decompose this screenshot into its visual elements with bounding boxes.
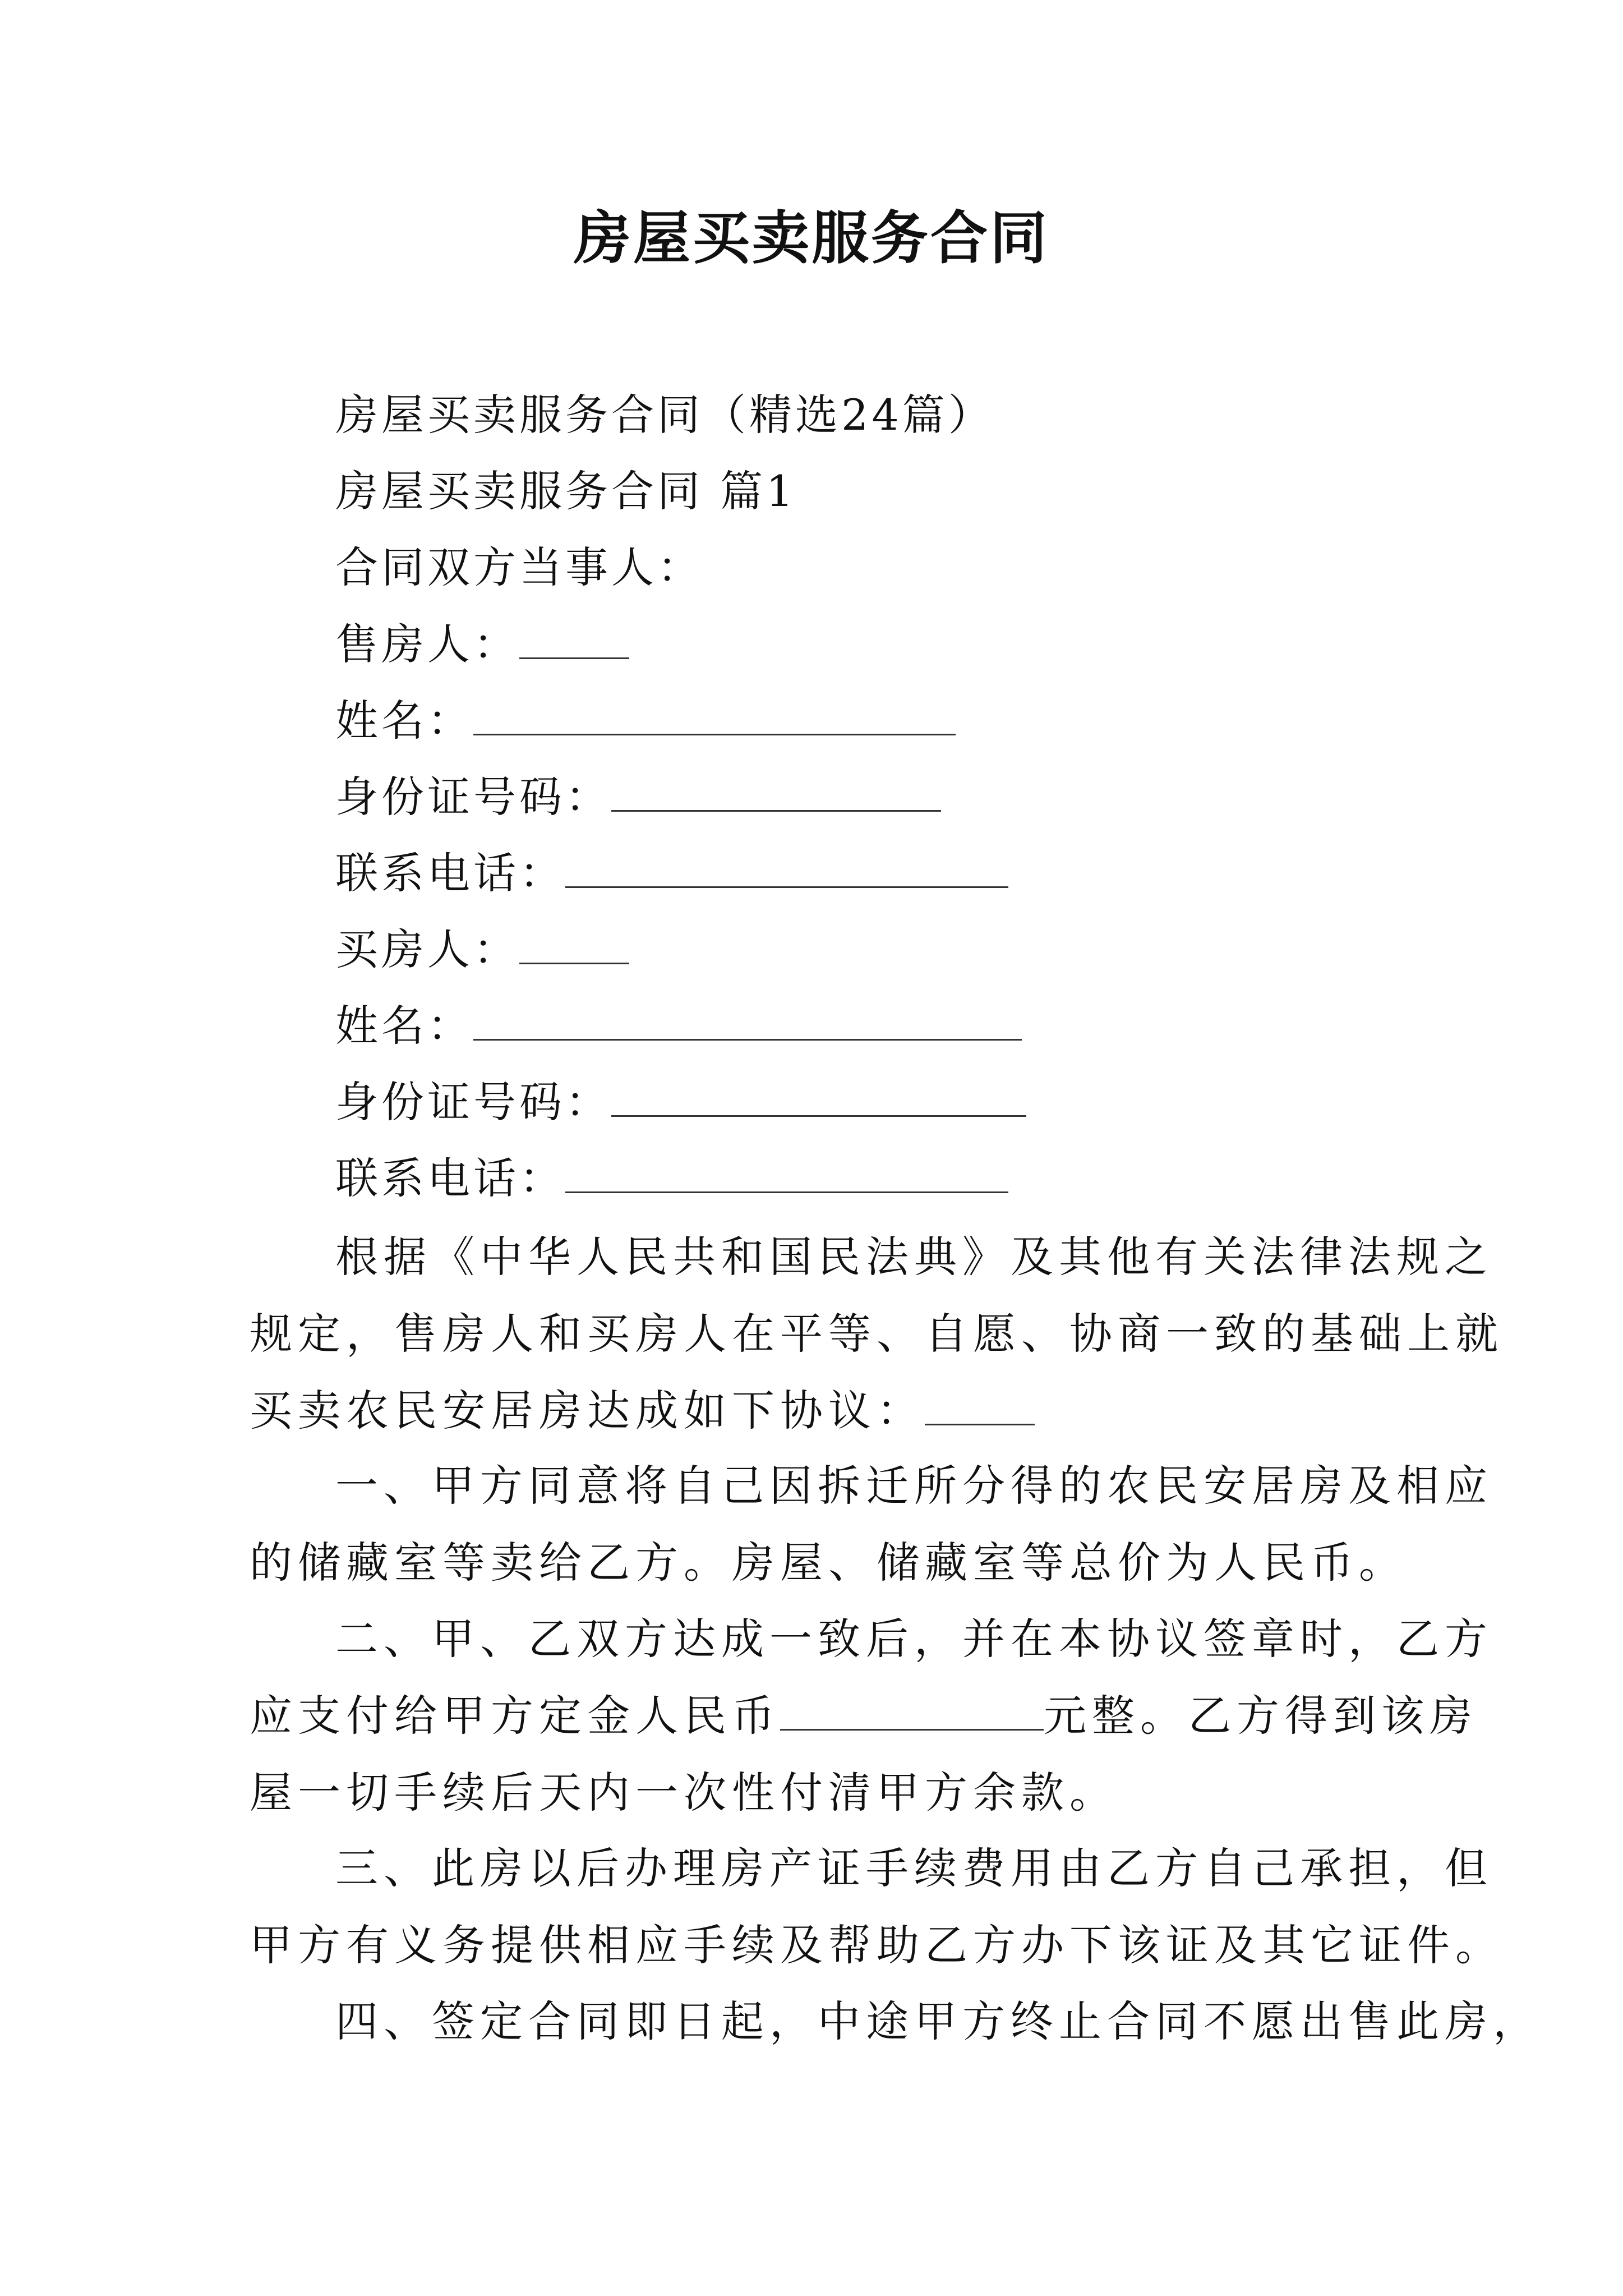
seller-label: 售房人： — [335, 619, 519, 669]
seller-row — [335, 616, 629, 673]
intro-line: 规定，售房人和买房人在平等、自愿、协商一致的基础上就 — [250, 1309, 1504, 1359]
clause-1-line: 一、甲方同意将自己因拆迁所分得的农民安居房及相应 — [335, 1461, 1493, 1511]
clause-2-text-a: 应支付给甲方定金人民币 — [250, 1691, 780, 1741]
intro-blank — [925, 1382, 1035, 1425]
section-heading: 房屋买卖服务合同 篇1 — [335, 466, 797, 516]
clause-4-line: 四、签定合同即日起，中途甲方终止合同不愿出售此房， — [335, 1996, 1541, 2046]
buyer-id-label: 身份证号码： — [335, 1077, 611, 1127]
seller-name-label: 姓名： — [335, 696, 473, 746]
clause-4 — [250, 1983, 1541, 2060]
seller-phone-row — [335, 845, 1008, 901]
buyer-blank — [519, 921, 629, 964]
seller-name-blank — [473, 692, 956, 735]
intro-line-text: 买卖农民安居房达成如下协议： — [250, 1386, 925, 1435]
clause-3-line: 三、此房以后办理房产证手续费用由乙方自己承担，但 — [335, 1843, 1493, 1893]
intro-paragraph — [250, 1218, 1504, 1449]
document-subtitle: 房屋买卖服务合同（精选24篇） — [335, 390, 994, 440]
clause-2-line: 二、甲、乙双方达成一致后，并在本协议签章时，乙方 — [335, 1614, 1493, 1664]
buyer-phone-row — [335, 1150, 1008, 1207]
seller-blank — [519, 616, 629, 659]
seller-id-label: 身份证号码： — [335, 772, 611, 822]
parties-label: 合同双方当事人： — [335, 542, 703, 592]
clause-2 — [250, 1600, 1493, 1831]
clause-3-line: 甲方有义务提供相应手续及帮助乙方办下该证及其它证件。 — [250, 1920, 1504, 1970]
buyer-row — [335, 921, 629, 978]
document-title: 房屋买卖服务合同 — [574, 205, 1049, 272]
clause-1 — [250, 1447, 1493, 1601]
buyer-name-label: 姓名： — [335, 1001, 473, 1051]
buyer-label: 买房人： — [335, 924, 519, 974]
buyer-id-row — [335, 1074, 1026, 1130]
intro-line: 根据《中华人民共和国民法典》及其他有关法律法规之 — [335, 1232, 1493, 1282]
clause-2-text-b: 元整。乙方得到该房 — [1044, 1691, 1478, 1741]
intro-line-last — [250, 1372, 1377, 1449]
seller-phone-blank — [565, 845, 1008, 888]
buyer-phone-blank — [565, 1150, 1008, 1193]
deposit-amount-blank — [780, 1687, 1044, 1731]
clause-2-line-amount — [250, 1677, 1478, 1754]
seller-id-row — [335, 769, 941, 825]
clause-3 — [250, 1830, 1504, 1984]
seller-name-row — [335, 692, 956, 749]
clause-2-line: 屋一切手续后天内一次性付清甲方余款。 — [250, 1768, 1118, 1818]
seller-phone-label: 联系电话： — [335, 848, 565, 898]
buyer-name-blank — [473, 997, 1022, 1041]
buyer-id-blank — [611, 1074, 1026, 1117]
seller-id-blank — [611, 769, 941, 812]
clause-1-line: 的储藏室等卖给乙方。房屋、储藏室等总价为人民币。 — [250, 1538, 1407, 1588]
buyer-name-row — [335, 997, 1022, 1054]
buyer-phone-label: 联系电话： — [335, 1153, 565, 1203]
